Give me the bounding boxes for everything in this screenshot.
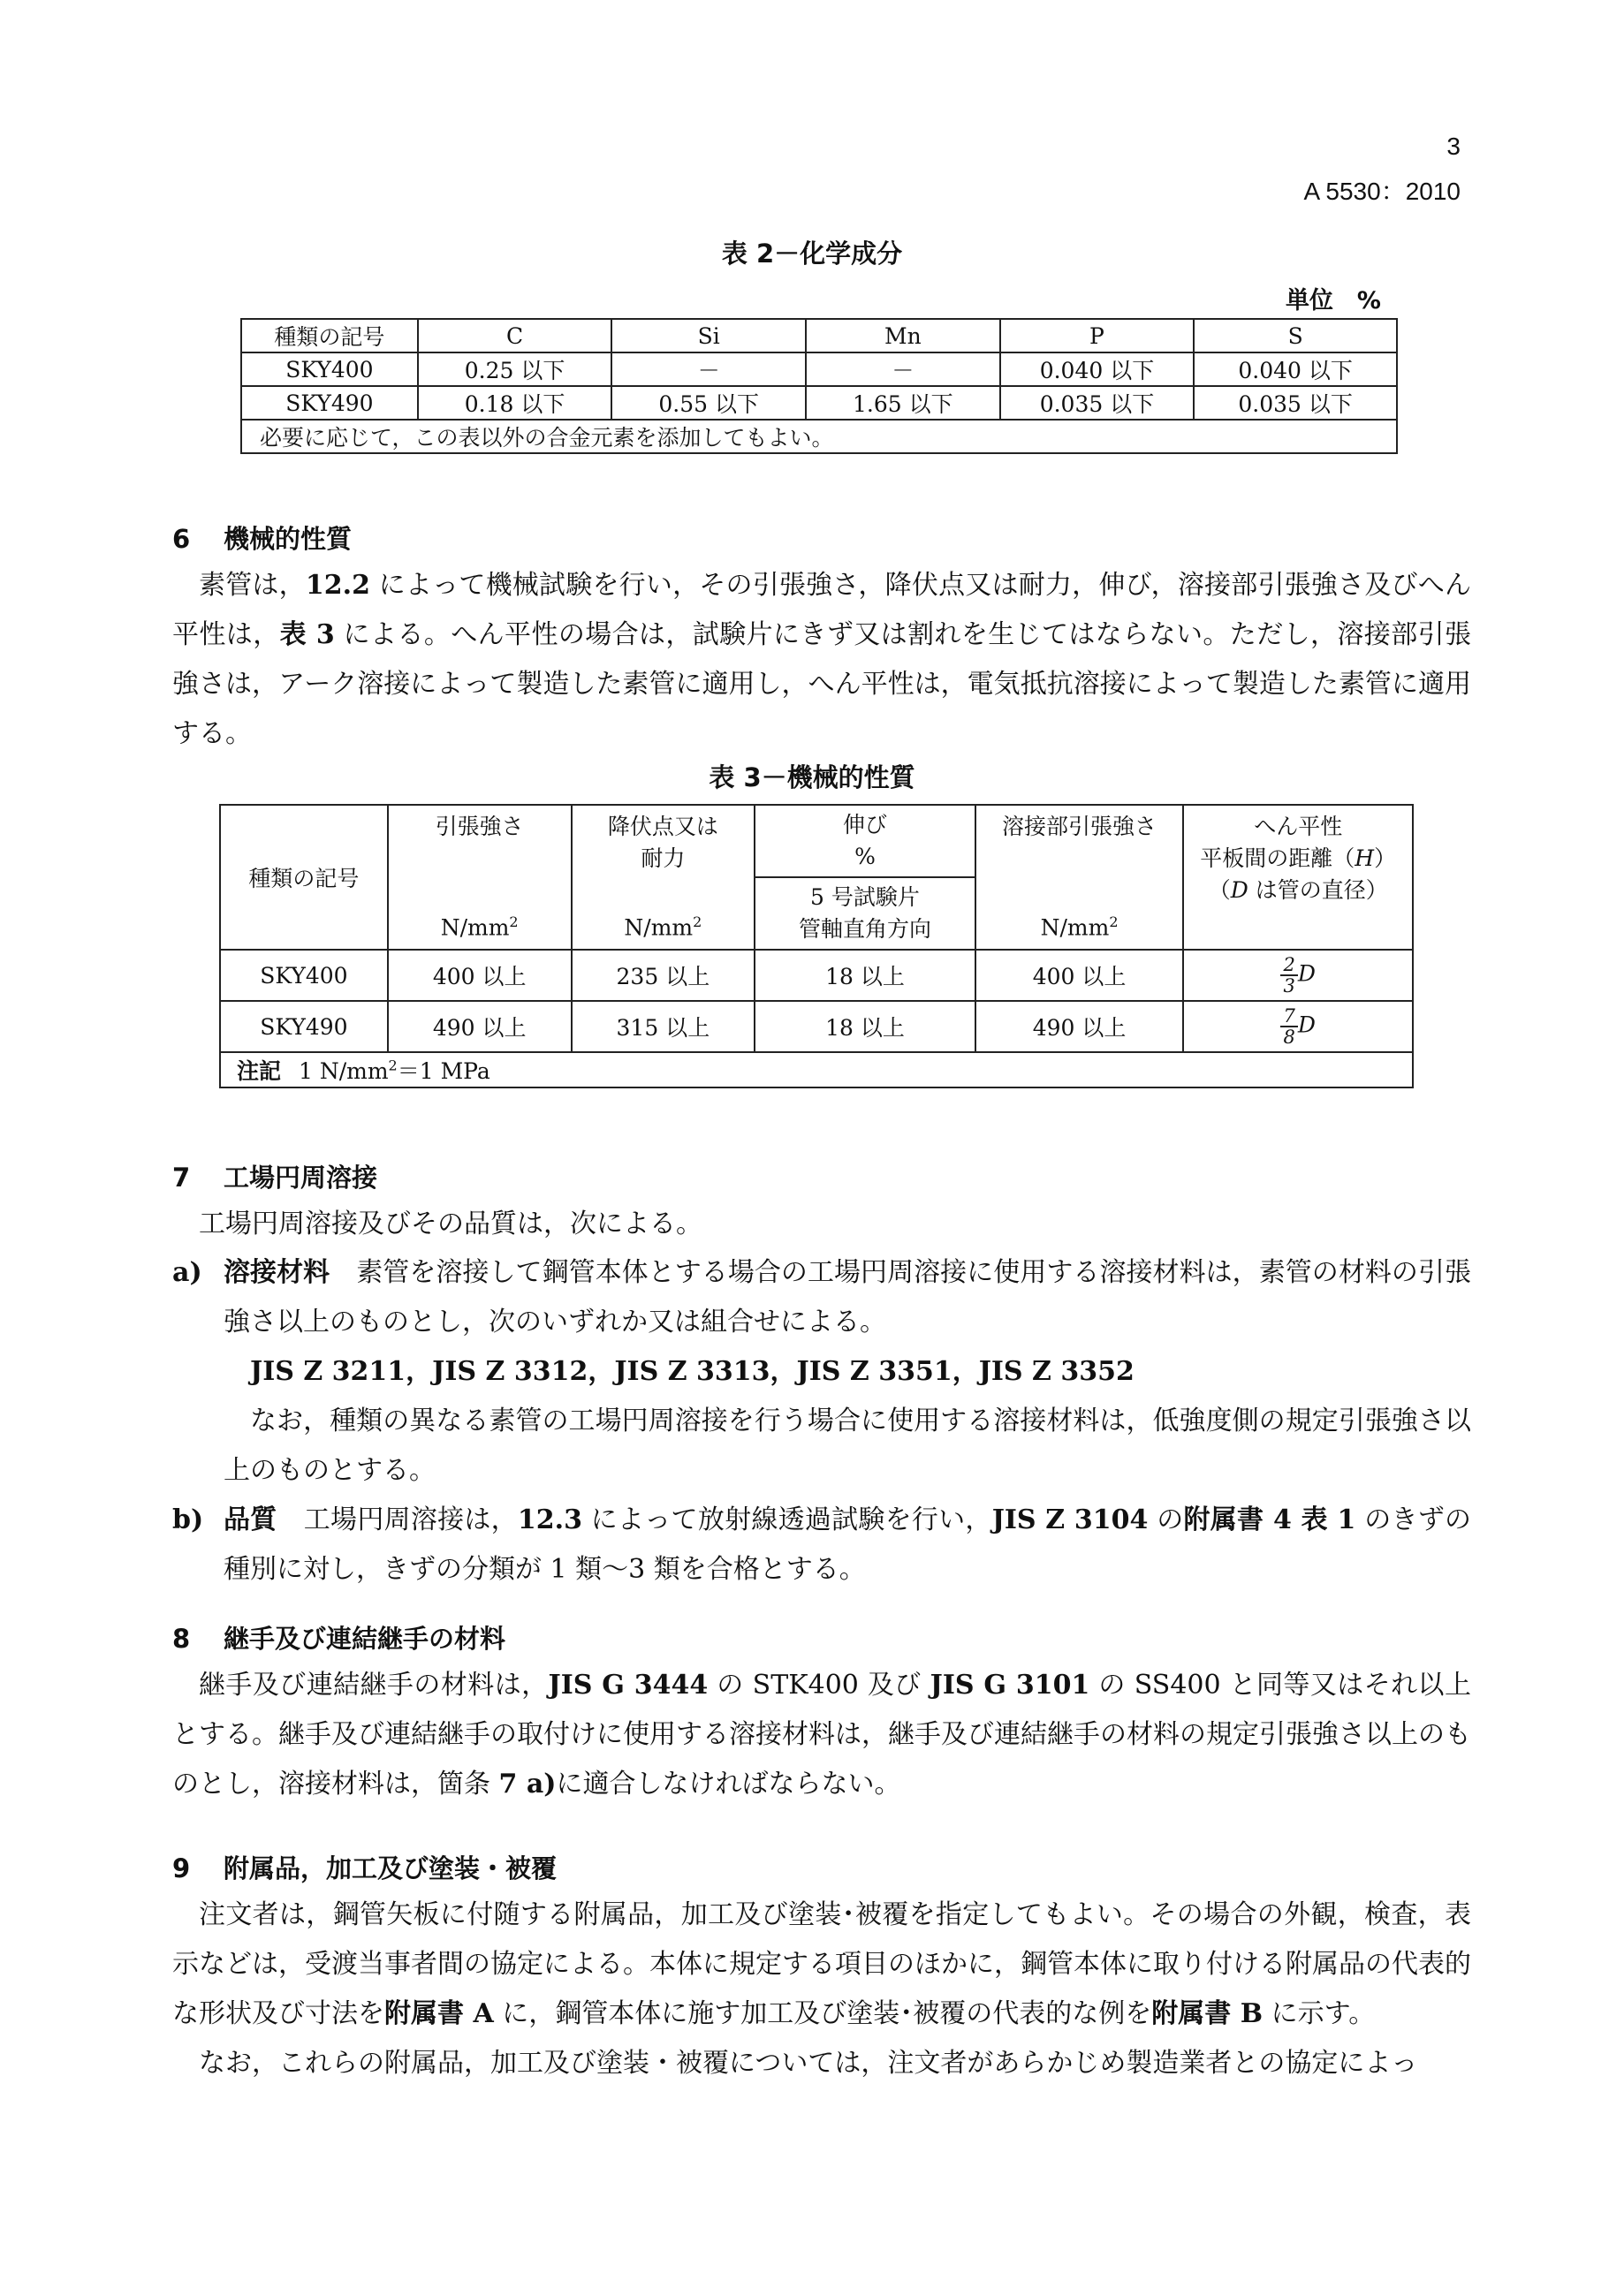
table-cell: 400 以上 <box>388 950 572 1001</box>
header-cell <box>975 805 1184 950</box>
clause-ref: 12.3 <box>517 1504 582 1535</box>
header-cell: 種類の記号 <box>241 319 418 352</box>
section-title: 附属品，加工及び塗装・被覆 <box>224 1853 558 1883</box>
section-title: 機械的性質 <box>224 524 353 554</box>
section9-body <box>172 1891 1471 2088</box>
header-text: へん平性 <box>1254 814 1343 839</box>
text: に適合しなければならない。 <box>556 1769 901 1800</box>
fraction: $\frac{2}{3}$ <box>1280 955 1297 996</box>
table-cell: 235 以上 <box>572 950 755 1001</box>
header-text: （D は管の直径） <box>1208 877 1388 903</box>
table-cell: 18 以上 <box>755 950 975 1001</box>
table-ref: 表 3 <box>279 619 335 650</box>
text: に，鋼管本体に施す加工及び塗装･被覆の代表的な例を <box>493 1998 1152 2029</box>
table-cell: 490 以上 <box>388 1001 572 1052</box>
chemical-composition-table <box>240 318 1398 454</box>
header-cell: 種類の記号 <box>220 805 388 950</box>
section-number: 7 <box>172 1163 191 1193</box>
section-title: 継手及び連結継手の材料 <box>224 1624 506 1654</box>
paragraph <box>172 1661 1471 1809</box>
table-cell: 0.040 以下 <box>1194 352 1397 386</box>
table2-note: 必要に応じて，この表以外の合金元素を添加してもよい。 <box>241 420 1397 453</box>
table-cell: 0.55 以下 <box>611 386 806 420</box>
header-cell <box>755 877 975 950</box>
section-number: 6 <box>172 524 191 554</box>
table-row <box>241 352 1397 386</box>
standard-ref: JIS G 3444 <box>548 1670 709 1701</box>
text: によって放射線透過試験を行い， <box>581 1504 992 1535</box>
section6-body <box>172 561 1471 759</box>
standard-ref: JIS G 3101 <box>930 1670 1090 1701</box>
table2-caption: 表 2－化学成分 <box>721 239 903 269</box>
section-number: 8 <box>172 1624 191 1654</box>
annex-ref: 附属書 4 表 1 <box>1183 1504 1356 1535</box>
table-cell: 490 以上 <box>975 1001 1184 1052</box>
header-cell: Mn <box>806 319 1000 352</box>
table-cell: 0.25 以下 <box>418 352 612 386</box>
text: 素管を溶接して鋼管本体とする場合の工場円周溶接に使用する溶接材料は，素管の材料の引張強さ以上のものとし，次のいずれか又は組合せによる。 <box>224 1257 1472 1337</box>
standard-ref: JIS Z 3104 <box>991 1504 1149 1535</box>
variable: D <box>1297 1012 1316 1038</box>
text: に示す。 <box>1263 1998 1376 2029</box>
table-cell: － <box>611 352 806 386</box>
note-text: ＝1 MPa <box>397 1058 490 1084</box>
note-label: 注記 <box>237 1058 282 1084</box>
section8-body <box>172 1661 1471 1809</box>
text: 工場円周溶接は， <box>277 1504 518 1535</box>
text: の SS400 と同等又はそれ以上とする。継手及び連結継手の取付けに使用する溶接材料は，継手及び連結継手の材料の規定引張強さ以上のものとし，溶接材料は，箇条 <box>172 1670 1471 1800</box>
unit-text: $N/mm^2$ <box>440 913 519 941</box>
paragraph <box>172 1891 1471 2039</box>
item-title: 溶接材料 <box>224 1257 330 1288</box>
table-cell: 0.035 以下 <box>1000 386 1195 420</box>
section9-heading <box>172 1849 557 1885</box>
standard-list: JIS Z 3211，JIS Z 3312，JIS Z 3313，JIS Z 3351，JIS Z 3352 <box>250 1356 1135 1387</box>
clause-ref: 12.2 <box>305 570 370 601</box>
section6-heading <box>172 519 352 556</box>
table-row <box>220 950 1413 1001</box>
table-cell: SKY400 <box>241 352 418 386</box>
clause-ref: 7 a) <box>498 1769 557 1800</box>
paragraph: なお，これらの附属品，加工及び塗装・被覆については，注文者があらかじめ製造業者との協定によっ <box>199 2048 1418 2079</box>
item-label: a) <box>172 1257 202 1288</box>
header-text: 降伏点又は <box>607 813 718 839</box>
header-text: 平板間の距離（H） <box>1200 845 1397 871</box>
table-cell: 0.040 以下 <box>1000 352 1195 386</box>
text: による。へん平性の場合は，試験片にきず又は割れを生じてはならない。ただし，溶接部引張強さは，アーク溶接によって製造した素管に適用し，へん平性は，電気抵抗溶接によって製造した素管に適用する。 <box>172 619 1471 749</box>
item-label: b) <box>172 1504 204 1535</box>
header-text: 耐力 <box>641 845 686 871</box>
page-number: 3 <box>1446 133 1461 160</box>
item-b <box>172 1496 1471 1595</box>
paragraph <box>172 561 1471 759</box>
item-title: 品質 <box>224 1504 277 1535</box>
header-cell: Si <box>611 319 806 352</box>
annex-ref: 附属書 B <box>1151 1998 1264 2029</box>
section8-heading <box>172 1619 505 1656</box>
header-text: % <box>854 844 876 869</box>
paragraph: なお，種類の異なる素管の工場円周溶接を行う場合に使用する溶接材料は，低強度側の規定引張強さ以上のものとする。 <box>224 1406 1471 1486</box>
header-cell <box>1183 805 1413 950</box>
note-text: 1 N/mm <box>298 1058 389 1084</box>
header-cell: S <box>1194 319 1397 352</box>
header-cell <box>388 805 572 950</box>
annex-ref: 附属書 A <box>384 1998 494 2029</box>
table-cell: 400 以上 <box>975 950 1184 1001</box>
mechanical-properties-table <box>219 804 1414 1088</box>
table-cell: 315 以上 <box>572 1001 755 1052</box>
header-cell <box>572 805 755 950</box>
header-text: 引張強さ <box>435 813 524 839</box>
table-cell: 0.035 以下 <box>1194 386 1397 420</box>
table-header-row <box>220 805 1413 877</box>
header-cell <box>755 805 975 877</box>
table2-unit: 単位 % <box>1285 287 1381 314</box>
section-number: 9 <box>172 1853 191 1883</box>
item-a <box>172 1248 1471 1496</box>
header-text: 管軸直角方向 <box>798 916 931 942</box>
table-cell: SKY490 <box>241 386 418 420</box>
table-note-row <box>241 420 1397 453</box>
unit-text: $N/mm^2$ <box>1040 913 1119 941</box>
section7-heading <box>172 1158 377 1194</box>
table-row <box>241 386 1397 420</box>
table-note-row <box>220 1052 1413 1087</box>
table-header-row <box>241 319 1397 352</box>
paragraph <box>224 1496 1471 1595</box>
table3-caption: 表 3－機械的性質 <box>709 762 915 792</box>
standard-number: A 5530：2010 <box>1303 178 1461 205</box>
text: によって機械試験を行い，その引張強さ，降伏点又は耐力，伸び，溶接部引張強さ及びへん平性は， <box>172 570 1471 650</box>
table-row <box>220 1001 1413 1052</box>
table3-note: 注記 1 $N/mm^2=1$ MPa <box>220 1052 1413 1087</box>
fraction: $\frac{7}{8}$ <box>1280 1006 1297 1047</box>
header-cell: P <box>1000 319 1195 352</box>
table-cell <box>1183 950 1413 1001</box>
table-cell: 18 以上 <box>755 1001 975 1052</box>
header-text: 伸び <box>842 812 887 837</box>
table-cell: 1.65 以下 <box>806 386 1000 420</box>
header-text: 5 号試験片 <box>810 884 920 910</box>
text: 素管は， <box>199 570 306 601</box>
variable: D <box>1297 960 1316 987</box>
header-text: 溶接部引張強さ <box>1002 813 1157 839</box>
table-cell: SKY400 <box>220 950 388 1001</box>
paragraph: 工場円周溶接及びその品質は，次による。 <box>199 1209 702 1239</box>
section-title: 工場円周溶接 <box>224 1163 378 1193</box>
table-cell <box>1183 1001 1413 1052</box>
text: の <box>1148 1504 1184 1535</box>
text: 注文者は，鋼管矢板に付随する附属品，加工及び塗装･被覆を指定してもよい。その場合の外観，検査，表示などは，受渡当事者間の協定による。本体に規定する項目のほかに，鋼管本体に取り付ける附属品の代表的な形状及び寸法を <box>172 1899 1471 2029</box>
table-cell: 0.18 以下 <box>418 386 612 420</box>
text: 継手及び連結継手の材料は， <box>199 1670 549 1701</box>
table-cell: － <box>806 352 1000 386</box>
paragraph <box>224 1248 1471 1347</box>
table-cell: SKY490 <box>220 1001 388 1052</box>
text: のきずの種別に対し，きずの分類が 1 類～3 類を合格とする。 <box>224 1504 1471 1585</box>
header-cell: C <box>418 319 612 352</box>
text: の STK400 及び <box>708 1670 930 1701</box>
section7-intro <box>172 1200 1471 1249</box>
unit-text: $N/mm^2$ <box>624 913 702 941</box>
